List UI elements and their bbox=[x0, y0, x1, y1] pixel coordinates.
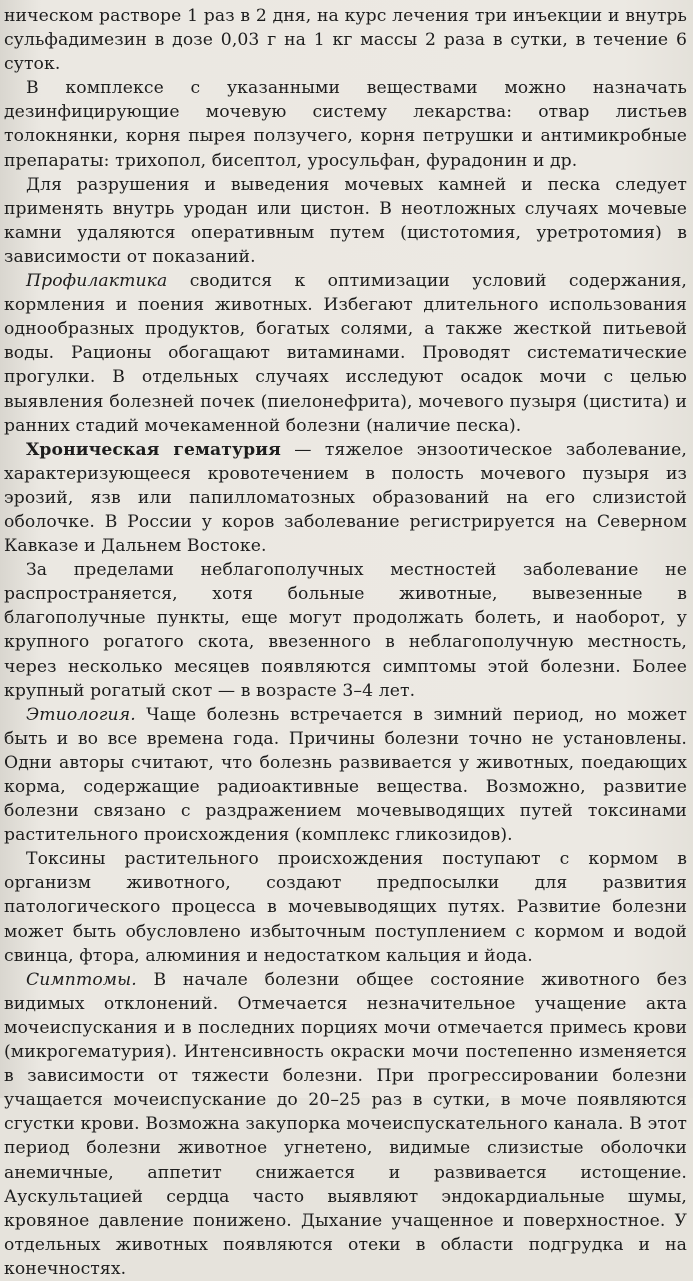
paragraph-text: В начале болезни общее состояние животного без видимых отклонений. Отмечается незначительное учащение акта мочеиспускания и в последних порциях мочи отмечается примесь крови (микрогематурия). Интенсивность окраски мочи постепенно изменяется в зависимости от тяжести болезни. При прогрессировании болезни учащается мочеиспускание до 20–25 раз в сутки, в моче появляются сгустки крови. Возможна закупорка мочеиспускательного канала. В этот период болезни животное угнетено, видимые слизистые оболочки анемичные, аппетит снижается и развивается истощение. Аускультацией сердца часто выявляют эндокардиальные шумы, кровяное давление понижено. Дыхание учащенное и поверхностное. У отдельных животных появляются отеки в области подгрудка и на конечностях. bbox=[4, 969, 687, 1279]
run-in-heading-symptoms: Симптомы. bbox=[26, 969, 137, 990]
paragraph-text: Для разрушения и выведения мочевых камней и песка следует применять внутрь уродан или цистон. В неотложных случаях мочевые камни удаляются оперативным путем (цистотомия, уретротомия) в зависимости от показаний. bbox=[4, 174, 687, 267]
run-in-heading-prophylaxis: Профилактика bbox=[26, 271, 168, 292]
paragraph-continuation bbox=[4, 4, 687, 76]
paragraph-text: ническом растворе 1 раз в 2 дня, на курс лечения три инъекции и внутрь сульфадимезин в дозе 0,03 г на 1 кг массы 2 раза в сутки, в течение 6 суток. bbox=[4, 6, 687, 75]
paragraph-text: Токсины растительного происхождения поступают с кормом в организм животного, создают предпосылки для развития патологического процесса в мочевыводящих путях. Развитие болезни может быть обусловлено избыточным поступлением с кормом и водой свинца, фтора, алюминия и недостатком кальция и йода. bbox=[4, 849, 687, 966]
term-heading-chronic-hematuria: Хроническая гематурия bbox=[26, 439, 281, 460]
paragraph-urinary-stones bbox=[4, 173, 687, 269]
paragraph-chronic-hematuria bbox=[4, 438, 687, 558]
paragraph-etiology bbox=[4, 703, 687, 848]
paragraph-text: — тяжелое энзоотическое заболевание, характеризующееся кровотечением в полость мочевого пузыря из эрозий, язв или папилломатозных образований на его слизистой оболочке. В России у коров заболевание регистрируется на Северном Кавказе и Дальнем Востоке. bbox=[4, 439, 687, 557]
paragraph-text: Чаще болезнь встречается в зимний период, но может быть и во все времена года. Причины болезни точно не установлены. Одни авторы считают, что болезнь развивается у животных, поедающих корма, содержащие радиоактивные вещества. Возможно, развитие болезни связано с раздражением мочевыводящих путей токсинами растительного происхождения (комплекс гликозидов). bbox=[4, 704, 687, 846]
paragraph-plant-toxins bbox=[4, 847, 687, 967]
paragraph-text: За пределами неблагополучных местностей заболевание не распространяется, хотя больные животные, вывезенные в благополучные пункты, еще могут продолжать болеть, и наоборот, у крупного рогатого скота, ввезенного в неблагополучную местность, через несколько месяцев появляются симптомы этой болезни. Более крупный рогатый скот — в возрасте 3–4 лет. bbox=[4, 560, 687, 701]
paragraph-spread bbox=[4, 558, 687, 703]
paragraph-disinfectants bbox=[4, 76, 687, 172]
paragraph-prophylaxis bbox=[4, 269, 687, 438]
run-in-heading-etiology: Этиология. bbox=[26, 704, 136, 725]
paragraph-text: сводится к оптимизации условий содержания, кормления и поения животных. Избегают длительного использования однообразных продуктов, богатых солями, а также жесткой питьевой воды. Рационы обогащают витаминами. Проводят систематические прогулки. В отдельных случаях исследуют осадок мочи с целью выявления болезней почек (пиелонефрита), мочевого пузыря (цистита) и ранних стадий мочекаменной болезни (наличие песка). bbox=[4, 271, 687, 436]
paragraph-text: В комплексе с указанными веществами можно назначать дезинфицирующие мочевую систему лекарства: отвар листьев толокнянки, корня пырея ползучего, корня петрушки и антимикробные препараты: трихопол, бисептол, уросульфан, фурадонин и др. bbox=[4, 78, 687, 171]
paragraph-symptoms bbox=[4, 968, 687, 1281]
